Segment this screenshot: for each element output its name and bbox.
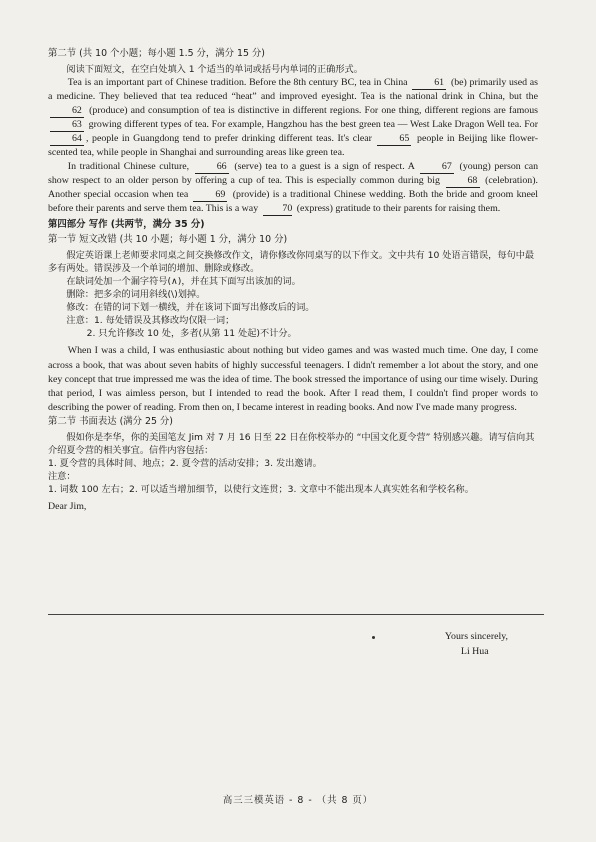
blank-64[interactable]: 64 [50,134,84,146]
writing-prompt: 假如你是李华，你的美国笔友 Jim 对 7 月 16 日至 22 日在你校举办的 “中国文化夏令营” 特别感兴趣。请写信向其介绍夏令营的相关事宜。信件内容包括： [48,431,535,456]
blank-68[interactable]: 68 [446,176,480,188]
correction-note-1: 注意：1. 每处错误及其修改均仅限一词； [66,315,235,327]
correction-title: 第一节 短文改错 (共 10 小题；每小题 1 分，满分 10 分) [48,234,288,246]
blank-66[interactable]: 66 [195,162,229,174]
writing-note: 1. 词数 100 左右；2. 可以适当增加细节，以使行文连贯；3. 文章中不能出现本人真实姓名和学校名称。 [48,483,474,495]
correction-intro: 假定英语课上老师要求同桌之间交换修改作文，请你修改你同桌写的以下作文。文中共有 10 处语言错误，每句中最多有两处。错误涉及一个单词的增加、删除或修改。 [48,250,535,275]
section2-title: 第二节 (共 10 个小题；每小题 1.5 分，满分 15 分) [48,48,265,59]
writing-note-label: 注意： [48,470,76,482]
section2-instruction: 阅读下面短文，在空白处填入 1 个适当的单词或括号内单词的正确形式。 [66,63,363,75]
part4-title: 第四部分 写作 (共两节，满分 35 分) [48,219,205,231]
correction-add-rule: 在缺词处加一个漏字符号(∧)，并在其下面写出该加的词。 [66,276,301,288]
passage-paragraph-2: In traditional Chinese culture, 66 (serve) tea to a guest is a sign of respect. A 67 (young) person can show respect to an older person by offering a cup of tea. This is especially common during big 68 (celebration). Another special occasion when tea 69 (provide) is a traditional Chinese wedding. Both the bride and groom kneel before their parents and serve them tea. This is a way 70 (express) gratitude to their parents for raising them. [48,161,539,215]
blank-62[interactable]: 62 [50,106,84,118]
blank-69[interactable]: 69 [193,190,227,202]
correction-modify-rule: 修改：在错的词下划一横线，并在该词下面写出修改后的词。 [66,302,315,314]
letter-salutation: Dear Jim, [48,500,87,512]
correction-delete-rule: 删除：把多余的词用斜线(\)划掉。 [66,289,206,301]
writing-title: 第二节 书面表达 (满分 25 分) [48,415,173,427]
page-footer: 高三三模英语 - 8 - （共 8 页） [222,795,374,806]
dot-mark [372,636,375,639]
correction-essay: When I was a child, I was enthusiastic about nothing but video games and was wasted much time. One day, I come across a book, that was about seven habits of highly successful teenagers. I didn't remember a lot about the story, and one key concept that true impressed me was the idea of time. The book stressed the importance of using our time wisely. During that period, I was aimless person, but I intended to read the book. After I read them, I couldn't find proper words to describing the power of reading. From then on, I became interest in reading books. And now I've made many progress. [48,345,538,413]
answer-line-1[interactable] [48,614,544,615]
correction-note-2: 2. 只允许修改 10 处，多者(从第 11 处起)不计分。 [86,328,297,340]
writing-points: 1. 夏令营的具体时间、地点；2. 夏令营的活动安排；3. 发出邀请。 [48,457,322,469]
passage-paragraph-1: Tea is an important part of Chinese tradition. Before the 8th century BC, tea in China 61 (be) primarily used as a medicine. They believed that tea reduced “heat” and improved eyesight. Tea is the national drink in China, but the 62 (produce) and consumption of tea is distinctive in different regions. For one thing, different regions are famous 63 growing different types of tea. For example, Hangzhou has the best green tea — West Lake Dragon Well tea. For 64 , people in Guangdong tend to prefer drinking different teas. It's clear 65 people in Beijing like flower-scented tea, while people in Shanghai and surrounding areas like green tea. [48,76,539,159]
letter-signature [445,630,508,660]
blank-67[interactable]: 67 [420,162,454,174]
blank-63[interactable]: 63 [50,120,84,132]
blank-70[interactable]: 70 [263,204,293,216]
blank-65[interactable]: 65 [377,134,411,146]
blank-61[interactable]: 61 [412,78,446,90]
letter-closing: Yours sincerely, [444,631,508,642]
letter-name: Li Hua [460,645,489,657]
